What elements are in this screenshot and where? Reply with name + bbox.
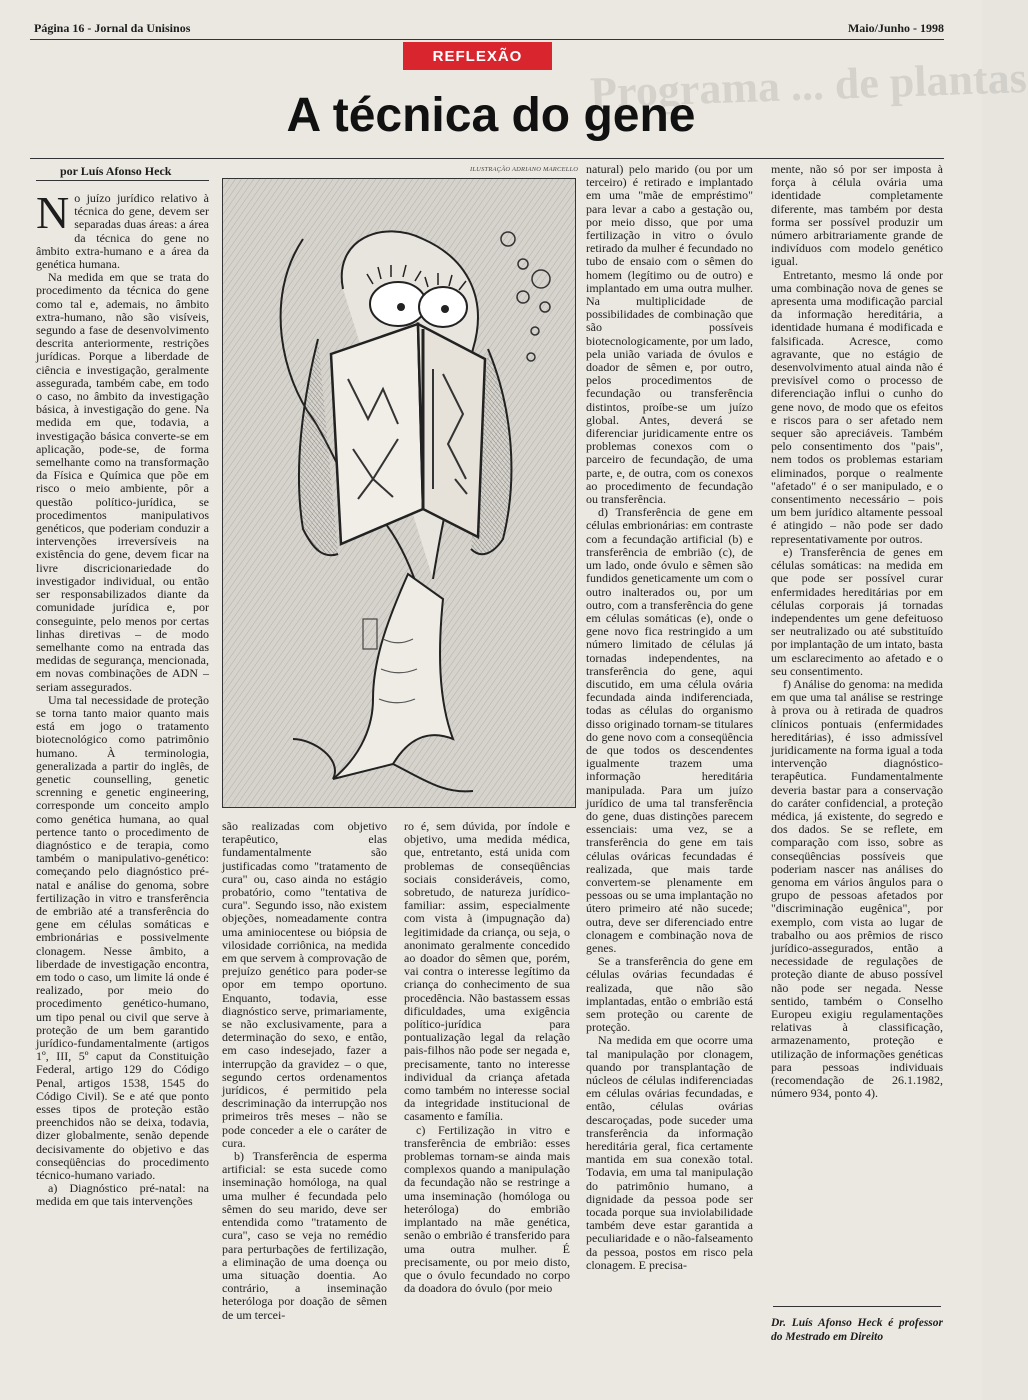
paragraph: f) Análise do genoma: na medida em que uma tal análise se restringe à prova ou à retirada de quadros clínicos pontuais (enfermidades hereditárias), é isso admissível juridicamente na forma igual a toda intervenção diagnóstico-terapêutica. Fundamentalmente deveria bastar para a conservação do caráter confidencial, a proteção médica, já existente, do segredo e dos dados. Se se reflete, em comparação com isso, sobre as conseqüências possíveis que poderiam nascer nas análises do genoma em vários ângulos para o grupo de pessoas afetados por "discriminação eugênica", por exemplo, com vista ao lugar de trabalho ou aos prêmios de risco jurídico-assegurados, então a necessidade de regulações de proteção diante de abuso possível não pode ser negada. Nesse sentido, também o Conselho Europeu exigiu regulamentações relativas à classificação, armazenamento, proteção e utilização de informações genéticas para pessoas individuais (recomendação de 26.1.1982, número 934, ponto 4). <box>771 676 943 1101</box>
running-head <box>34 16 944 36</box>
author-note: Dr. Luís Afonso Heck é professor do Mestrado em Direito <box>771 1317 943 1343</box>
mermaid-illustration-icon <box>223 179 575 807</box>
column-1 <box>36 187 209 1340</box>
column-2 <box>222 820 387 1340</box>
section-tag: REFLEXÃO <box>403 42 552 70</box>
byline-rule <box>36 180 209 181</box>
paragraph: Na medida em que ocorre uma tal manipulação por clonagem, quando por transplantação de núcleos de células indiferenciadas em células ovárias fecundadas, e então, células ovárias descaroçadas, pode suceder uma transferência da informação hereditária geral, fica certamente mantida em sua conexão total. Todavia, em uma tal manipulação do patrimônio humano, a dignidade da pessoa pode ser tocada porque sua inviolabilidade também deve estar garantida a peculiaridade e o não-falseamento da pessoa, postos em risco pela clonagem. E precisa- <box>586 1033 753 1272</box>
drop-cap: N <box>36 187 70 238</box>
issue-date: Maio/Junho - 1998 <box>847 21 944 35</box>
paragraph: Na medida em que se trata do procedimento da técnica do gene como tal e, ademais, no âmbito extra-humano, não são visíveis, segundo a fase de desenvolvimento descrita anteriormente, restrições jurídicas. Porque a liberdade de ciência e investigação, geralmente assegurada, também cabe, em todo o caso, no âmbito da investigação básica, à investigação do gene. Na medida em que, todavia, a investigação básica converte-se em aplicação, pode-se, de forma semelhante como na transformação da Física e Química que põe em risco o meio ambiente, pôr a questão político-jurídica, se procedimentos manipulativos genéticos, que poderiam conduzir a intervenções irreversíveis na existência do gene, devem ficar na livre discricionariedade do investigador individual, ou então ser responsabilizados diante da comunidade jurídica e, por conseguinte, pelo menos por certas linhas diretivas – de modo semelhante como na entrada das medidas de segurança, mencionada, em novas combinações de ADN – seriam assegurados. <box>36 270 209 694</box>
paragraph: c) Fertilização in vitro e transferência de embrião: esses problemas tornam-se ainda mais complexos quando a manipulação da fecundação não se restringe a uma inseminação (homóloga ou heteróloga) do embrião implantado na mãe genética, senão o embrião é transferido para uma outra mulher. É precisamente, ou por meio disto, que o óvulo fecundado no corpo da doadora do óvulo (por meio <box>404 1122 570 1296</box>
paragraph: são realizadas com objetivo terapêutico, elas fundamentalmente são justificadas como "tratamento de cura" ou, caso ainda no estágio probatório, como "tentativa de cura". Segundo isso, não existem objeções, nomeadamente contra uma aminiocentese ou biópsia de vilosidade corriônica, na medida em que servem à comprovação de prejuízo genético para poder-se opor em tempo oportuno. Enquanto, todavia, esse diagnóstico serve, primariamente, se não exclusivamente, para a determinação do sexo, e então, em caso indesejado, fazer a interrupção da gravidez – o que, segundo certos ordenamentos jurídicos, é permitido pela descriminação da interrupção nos primeiros três meses – não se pode conceder a ele o caráter de cura. <box>222 819 387 1150</box>
paragraph: e) Transferência de genes em células somáticas: na medida em que pode ser possível curar enfermidades hereditárias por em células corporais já tornadas independentes um gene defeituoso ser neutralizado ou até substituído por implantação de um intato, basta um esclarecimento ao afetado e o seu consentimento. <box>771 544 943 678</box>
paragraph: Entretanto, mesmo lá onde por uma combinação nova de genes se apresenta uma modificação parcial da informação hereditária, a identidade humana é modificada e falsificada. Acresce, como agravante, que no estágio de desenvolvimento atual ainda não é previsível como o processo de diferenciação influi o cunho do gene novo, de modo que os efeitos e riscos para o ser afetado nem sequer são apreciáveis. Também pelo consentimento dos "pais", nem todos os problemas estariam eliminados, porque o realmente "afetado" é o ser manipulado, e o consentimento necessário – pois um bem jurídico altamente pessoal é atingido – não pode ser dado representativamente por outros. <box>771 267 943 546</box>
paragraph <box>36 187 209 272</box>
column-5 <box>771 163 943 1273</box>
byline: por Luís Afonso Heck <box>60 164 172 178</box>
paragraph: a) Diagnóstico pré-natal: na medida em que tais intervenções <box>36 1181 209 1209</box>
paragraph: b) Transferência de esperma artificial: se esta sucede como inseminação homóloga, na qual uma mulher é fecundada pelo sêmen do seu marido, deve ser entendida como "tratamento de cura", caso se veja no remédio para perturbações de fertilização, a eliminação de uma doença ou uma situação doentia. Ao contrário, a inseminação heteróloga por doação de sêmen de um tercei- <box>222 1149 387 1322</box>
illustration-credit: ILUSTRAÇÃO ADRIANO MARCELLO <box>470 166 579 173</box>
paragraph: natural) pelo marido (ou por um terceiro) é retirado e implantado em uma "mãe de empréstimo" para levar a cabo a gestação ou, por meio disso, que por uma fertilização in vitro o óvulo retirado da mulher é fecundado no tubo de ensaio com o sêmen do homem (legítimo ou de outro) e implantado em uma outra mulher. Na multiplicidade de possibilidades de combinação que são possíveis biotecnologicamente, por um lado, pela união variada de óvulos e doador de sêmen e, por outro, pelos procedimentos de fecundação ou transferência distintos, proíbe-se um juízo global. Antes, deverá se diferenciar juridicamente entre os problemas conexos com o parceiro de fecundação, de uma parte, e, de outra, com os conexos ao procedimento de fecundação ou transferência. <box>586 162 753 507</box>
column-4 <box>586 163 753 1340</box>
page-label: Página 16 - Jornal da Unisinos <box>34 21 191 35</box>
lead-text: o juízo jurídico relativo à técnica do gene, devem ser separadas duas áreas: a área da técnica do gene no âmbito extra-humano e a área da genética humana. <box>36 191 209 272</box>
author-note-rule <box>773 1306 941 1307</box>
paragraph: mente, não só por ser imposta à força à célula ovária uma identidade completamente diferente, mas também por desta forma ser possível produzir um número arbitrariamente grande de indivíduos com modelo genético igual. <box>771 162 943 269</box>
illustration-mermaid-reading <box>222 178 576 808</box>
top-rule <box>30 39 944 40</box>
headline-rule <box>30 158 944 159</box>
bleed-through-text: Programa ... de plantas <box>589 53 1028 118</box>
paragraph: d) Transferência de gene em células embrionárias: em contraste com a fecundação artificial (b) e transferência de embrião (c), de um lado, onde óvulo e sêmen são fundidos geneticamente um com o outro inalterados ou, por um outro, com a transferência do gene em células somáticas (e), onde o gene novo fica restringido a um número limitado de células já tornadas independentes, na transferência do gene, aqui discutido, em uma célula ovária fecundada ainda indiferenciada, todas as células do organismo disso originado tornam-se titulares do gene novo com a conseqüência de que todos os descendentes igualmente trazem uma informação hereditária manipulada. Para um juízo jurídico de uma tal transferência do gene, duas distinções parecem essenciais: uma vez, se a transferência do gene em tais células ováricas fecundadas é realizada, que mais tarde convertem-se plenamente em pessoas ou se uma implantação no útero primeiro até não sucede; outra, deve ser diferenciado entre clonagem e combinação nova de genes. <box>586 505 753 955</box>
paragraph: ro é, sem dúvida, por índole e objetivo, uma medida médica, que, entretanto, está unida com problemas de conseqüências sociais consideráveis, como, sobretudo, de natureza jurídico-familiar: assim, especialmente com vista à (impugnação da) legitimidade da criança, ou seja, o anonimato geralmente concedido ao doador do sêmen que, porém, vai contra o interesse legítimo da criança do conhecimento de sua procedência. Não bastassem essas dificuldades, uma exigência político-jurídica para pontualização legal da relação pais-filhos não pode ser negada e, precisamente, tanto no interesse individual da criança afetada como também no interesse social da integridade institucional de casamento e família. <box>404 819 570 1124</box>
paragraph: Uma tal necessidade de proteção se torna tanto maior quanto mais está em jogo o tratamento biotecnológico como patrimônio humano. À terminologia, generalizada a partir do inglês, de genetic counselling, genetic screnning e genetic engineering, corresponde um conceito amplo como genética humana, ao qual pertence tanto o procedimento de diagnóstico e de terapia, como também o manipulativo-genético: começando pelo diagnóstico pré-natal e análise do genoma, sobre fertilização in vitro e transferência de embrião até a transferência do gene em células somáticas e embrionárias e possivelmente clonagem. Nesse âmbito, a liberdade de investigação encontra, em todo o caso, um limite lá onde é realizado, por meio do procedimento genético-humano, um tipo penal ou civil que serve à proteção de um bem garantido jurídico-fundamentalmente (artigos 1º, III, 5º caput da Constituição Federal, artigo 129 do Código Penal, artigos 1538, 1545 do Código Civil). Se e até que ponto esses tipos de proteção estão preenchidos não se deixa, todavia, dizer globalmente, senão depende decisivamente do objetivo e das conseqüências do procedimento técnico-humano variado. <box>36 692 209 1183</box>
column-3 <box>404 820 570 1340</box>
headline: A técnica do gene <box>286 89 696 142</box>
paragraph: Se a transferência do gene em células ovárias fecundadas é realizada, que não são implantadas, então o embrião está sem proteção ou carente de proteção. <box>586 954 753 1035</box>
